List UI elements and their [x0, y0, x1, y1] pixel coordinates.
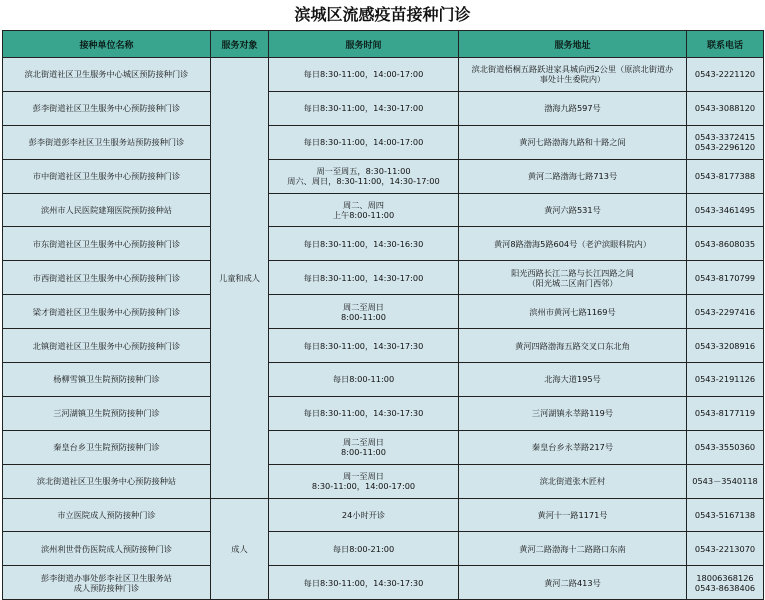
clinic-name-cell-line: 市西街道社区卫生服务中心预防接种门诊	[32, 272, 181, 283]
service-time-cell	[269, 91, 459, 125]
table-body	[3, 58, 764, 600]
address-cell	[459, 363, 687, 397]
header-address: 服务地址	[459, 31, 687, 58]
phone-cell	[687, 261, 764, 295]
clinic-name-cell-line: 成人预防接种门诊	[73, 582, 140, 593]
address-cell	[459, 125, 687, 159]
phone-cell-line: 0543-2213070	[694, 543, 756, 554]
table-row	[3, 193, 764, 227]
service-time-cell-line: 周二、周四	[343, 200, 384, 210]
address-cell-line: 滨北街道张木匠村	[539, 476, 606, 487]
clinic-name-cell-line: 梁才街道社区卫生服务中心预防接种门诊	[32, 306, 181, 317]
clinic-name-cell-line: 滨北街道社区卫生服务中心预防接种站	[36, 476, 177, 487]
service-time-cell	[269, 295, 459, 329]
clinic-name-cell	[3, 227, 211, 261]
address-cell	[459, 532, 687, 566]
phone-cell	[687, 363, 764, 397]
service-time-cell-line: 每日8:30-11:00，14:30-16:30	[303, 238, 424, 249]
address-cell-line: 阳光西路长江二路与长江四路之间	[511, 267, 634, 278]
service-time-cell-line: 每日8:30-11:00，14:00-17:00	[303, 137, 424, 148]
address-cell	[459, 193, 687, 227]
table-row	[3, 363, 764, 397]
address-cell-line: 三河湖镇永莘路119号	[531, 408, 614, 419]
phone-cell	[687, 464, 764, 498]
table-row	[3, 159, 764, 193]
clinic-name-cell-line: 滨州市人民医院建翔医院预防接种站	[40, 205, 172, 215]
phone-cell	[687, 91, 764, 125]
service-time-cell-line: 每日8:30-11:00，14:30-17:30	[303, 340, 424, 351]
table-row	[3, 566, 764, 600]
address-cell-line: （阳光城二区南门西邻）	[527, 277, 618, 288]
service-time-cell-line: 上午8:00-11:00	[332, 210, 395, 220]
phone-cell-line: 0543-2296120	[694, 142, 756, 153]
address-cell	[459, 91, 687, 125]
table-row	[3, 58, 764, 92]
service-time-cell	[269, 193, 459, 227]
clinic-name-cell	[3, 91, 211, 125]
service-time-cell	[269, 58, 459, 92]
phone-cell-line: 0543-3372415	[694, 132, 756, 143]
service-time-cell	[269, 566, 459, 600]
table-row	[3, 329, 764, 363]
phone-cell	[687, 566, 764, 600]
address-cell-line: 黄河十一路1171号	[537, 510, 608, 521]
service-time-cell-line: 每日8:30-11:00，14:30-17:00	[303, 103, 424, 114]
phone-cell-line: 0543-3088120	[694, 103, 756, 114]
clinic-name-cell-line: 滨州利世骨伤医院成人预防接种门诊	[40, 543, 172, 554]
table-header-row	[3, 31, 764, 58]
phone-cell	[687, 532, 764, 566]
phone-cell	[687, 295, 764, 329]
header-service-target: 服务对象	[211, 31, 269, 58]
address-cell-line: 滨州市黄河七路1169号	[529, 306, 616, 317]
phone-cell-line: 0543-5167138	[694, 510, 756, 521]
clinic-name-cell-line: 彭李街道办事处彭李社区卫生服务站	[40, 572, 172, 583]
address-cell-line: 渤海九路597号	[544, 103, 601, 114]
table-row	[3, 396, 764, 430]
clinic-name-cell	[3, 329, 211, 363]
address-cell	[459, 430, 687, 464]
service-target-cell: 儿童和成人	[211, 58, 269, 499]
address-cell-line: 黄河二路渤海十二路路口东南	[519, 543, 626, 554]
service-time-cell	[269, 363, 459, 397]
address-cell-line: 黄河六路531号	[544, 205, 601, 215]
table-row	[3, 91, 764, 125]
clinic-name-cell-line: 三河湖镇卫生院预防接种门诊	[53, 408, 160, 419]
service-time-cell	[269, 227, 459, 261]
service-time-cell-line: 周二至周日	[343, 301, 384, 312]
clinic-name-cell-line: 彭李街道彭李社区卫生服务站预防接种门诊	[28, 137, 185, 148]
service-time-cell-line: 周二至周日	[343, 437, 384, 448]
table-row	[3, 261, 764, 295]
clinic-name-cell	[3, 261, 211, 295]
service-time-cell-line: 8:00-11:00	[341, 311, 386, 322]
clinic-name-cell	[3, 159, 211, 193]
service-time-cell	[269, 159, 459, 193]
service-time-cell-line: 8:30-11:00，14:00-17:00	[311, 481, 416, 492]
service-time-cell-line: 周一至周日	[343, 471, 384, 482]
phone-cell	[687, 58, 764, 92]
address-cell	[459, 329, 687, 363]
address-cell	[459, 58, 687, 92]
address-cell-line: 黄河二路渤海七路713号	[527, 171, 618, 182]
address-cell-line: 黄河七路渤海九路和十路之间	[519, 137, 626, 148]
service-time-cell-line: 每日8:30-11:00，14:30-17:00	[303, 272, 424, 283]
phone-cell-line: 0543-8170799	[694, 272, 756, 283]
phone-cell	[687, 329, 764, 363]
address-cell	[459, 261, 687, 295]
address-cell	[459, 464, 687, 498]
phone-cell	[687, 498, 764, 532]
clinic-name-cell-line: 滨北街道社区卫生服务中心城区预防接种门诊	[24, 69, 189, 80]
clinic-name-cell	[3, 464, 211, 498]
service-time-cell-line: 每日8:00-11:00	[332, 374, 395, 385]
table-row	[3, 532, 764, 566]
service-time-cell-line: 周一至周五，8:30-11:00	[316, 166, 411, 177]
service-time-cell	[269, 396, 459, 430]
address-cell-line: 黄河8路渤海5路604号（老沪滨眼科院内）	[493, 238, 652, 249]
clinic-table	[2, 30, 764, 600]
service-time-cell-line: 每日8:30-11:00，14:00-17:00	[303, 69, 424, 80]
clinic-name-cell-line: 市东街道社区卫生服务中心预防接种门诊	[32, 238, 181, 249]
page-title: 滨城区流感疫苗接种门诊	[294, 5, 471, 24]
address-cell	[459, 498, 687, 532]
service-time-cell	[269, 430, 459, 464]
address-cell	[459, 566, 687, 600]
address-cell-line: 黄河四路渤海五路交叉口东北角	[515, 340, 630, 351]
phone-cell-line: 0543-2297416	[694, 306, 756, 317]
phone-cell-line: 0543-3461495	[694, 205, 756, 215]
address-cell	[459, 396, 687, 430]
address-cell	[459, 227, 687, 261]
service-time-cell-line: 24小时开诊	[341, 510, 386, 521]
clinic-name-cell-line: 彭李街道社区卫生服务中心预防接种门诊	[32, 103, 181, 114]
address-cell-line: 事处计生委院内）	[539, 74, 606, 85]
phone-cell	[687, 159, 764, 193]
clinic-name-cell-line: 杨柳雪镇卫生院预防接种门诊	[53, 374, 160, 385]
clinic-name-cell-line: 北镇街道社区卫生服务中心预防接种门诊	[32, 340, 181, 351]
phone-cell-line: 0543-2221120	[694, 69, 756, 80]
address-cell-line: 黄河二路413号	[544, 577, 601, 588]
address-cell-line: 滨北街道梧桐五路跃进家具城向西2公里（原滨北街道办	[471, 64, 674, 75]
header-phone: 联系电话	[687, 31, 764, 58]
phone-cell-line: 0543-2191126	[694, 374, 756, 385]
header-name: 接种单位名称	[3, 31, 211, 58]
clinic-name-cell	[3, 566, 211, 600]
service-time-cell-line: 每日8:30-11:00，14:30-17:30	[303, 577, 424, 588]
service-time-cell	[269, 261, 459, 295]
phone-cell-line: 0543-3208916	[694, 340, 756, 351]
service-time-cell-line: 周六、周日，8:30-11:00，14:30-17:00	[287, 176, 440, 187]
service-time-cell	[269, 329, 459, 363]
table-row	[3, 464, 764, 498]
phone-cell	[687, 193, 764, 227]
address-cell	[459, 295, 687, 329]
clinic-name-cell	[3, 363, 211, 397]
address-cell	[459, 159, 687, 193]
table-row	[3, 227, 764, 261]
phone-cell-line: 0543－3540118	[692, 476, 758, 487]
clinic-name-cell	[3, 532, 211, 566]
service-time-cell	[269, 498, 459, 532]
clinic-name-cell-line: 市中街道社区卫生服务中心预防接种门诊	[32, 171, 181, 182]
phone-cell	[687, 430, 764, 464]
table-row	[3, 125, 764, 159]
phone-cell	[687, 125, 764, 159]
phone-cell	[687, 396, 764, 430]
clinic-name-cell	[3, 396, 211, 430]
table-row	[3, 295, 764, 329]
phone-cell-line: 0543-3550360	[694, 442, 756, 453]
phone-cell-line: 18006368126	[696, 572, 754, 583]
clinic-name-cell-line: 市立医院成人预防接种门诊	[57, 510, 156, 521]
clinic-name-cell	[3, 498, 211, 532]
service-time-cell-line: 8:00-11:00	[341, 447, 386, 458]
table-row	[3, 498, 764, 532]
clinic-name-cell	[3, 430, 211, 464]
phone-cell	[687, 227, 764, 261]
phone-cell-line: 0543-8177388	[694, 171, 756, 182]
service-time-cell	[269, 464, 459, 498]
service-time-cell-line: 每日8:30-11:00，14:30-17:30	[303, 408, 424, 419]
address-cell-line: 秦皇台乡永莘路217号	[531, 442, 614, 453]
phone-cell-line: 0543-8638406	[694, 582, 756, 593]
service-time-cell	[269, 532, 459, 566]
address-cell-line: 北海大道195号	[544, 374, 601, 385]
clinic-name-cell	[3, 193, 211, 227]
service-time-cell-line: 每日8:00-21:00	[332, 543, 395, 554]
header-service-time: 服务时间	[269, 31, 459, 58]
service-time-cell	[269, 125, 459, 159]
clinic-name-cell	[3, 295, 211, 329]
service-target-cell: 成人	[211, 498, 269, 600]
clinic-name-cell-line: 秦皇台乡卫生院预防接种门诊	[53, 442, 160, 453]
clinic-name-cell	[3, 125, 211, 159]
table-row	[3, 430, 764, 464]
clinic-name-cell	[3, 58, 211, 92]
phone-cell-line: 0543-8608035	[694, 238, 756, 249]
phone-cell-line: 0543-8177119	[694, 408, 756, 419]
